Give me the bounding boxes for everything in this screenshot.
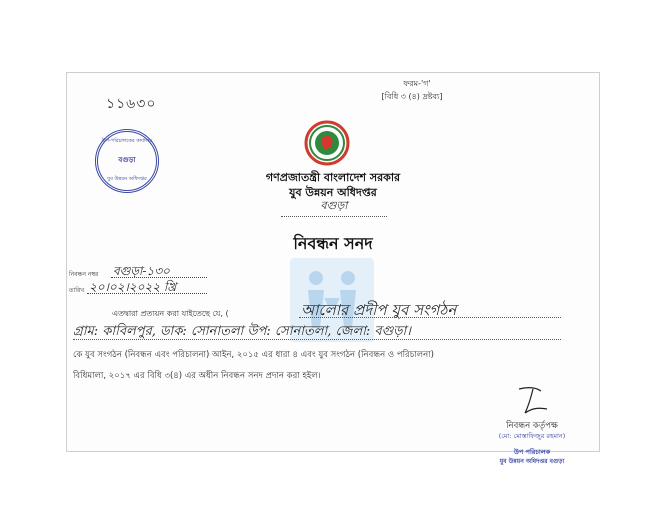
certificate-body-line-2: বিধিমালা, ২০১৭ এর বিধি ৩(৪) এর অধীন নিবন্ধন সনদ প্রদান করা হইল। xyxy=(73,371,321,381)
stamp-top-text: উপ-পরিচালকের কার্যালয় xyxy=(101,138,153,144)
certificate-title: নিবন্ধন সনদ xyxy=(293,234,373,253)
registration-date-line xyxy=(87,293,207,294)
department-name: যুব উন্নয়ন অধিদপ্তর xyxy=(289,186,377,199)
registration-number-label: নিবন্ধন নম্বর xyxy=(69,271,99,278)
certificate-body-line-1: কে যুব সংগঠন (নিবন্ধন এবং পরিচালনা) আইন, ২০১৫ এর ধারা ৪ এবং যুব সংগঠন (নিবন্ধন ও পরিচালনা) xyxy=(73,350,434,360)
certify-text: এতদ্বারা প্রত্যয়ন করা যাইতেছে যে, ( xyxy=(112,309,229,318)
organization-name: আলোর প্রদীপ যুব সংগঠন xyxy=(301,301,457,319)
organization-address: গ্রাম: কাবিলপুর, ডাক: সোনাতলা উপ: সোনাতলা, জেলা: বগুড়া। xyxy=(73,324,411,339)
officer-name: (মো: মোস্তাফিজুর রহমান) xyxy=(498,432,566,440)
organization-name-line xyxy=(299,317,561,318)
government-emblem-icon xyxy=(304,120,350,166)
form-label: ফরম-'গ' xyxy=(403,79,431,88)
signature-icon xyxy=(513,383,553,419)
stamp-center-text: বগুড়া xyxy=(118,156,136,164)
date-label: তারিখ xyxy=(69,287,85,294)
certificate xyxy=(66,72,600,465)
office-stamp xyxy=(95,129,159,193)
registration-info xyxy=(69,264,209,297)
registration-number: বগুড়া-১৩০ xyxy=(113,264,170,278)
officer-title: উপ পরিচালক xyxy=(513,448,551,456)
district-name: বগুড়া xyxy=(281,197,387,217)
registration-number-line xyxy=(111,277,207,278)
officer-office: যুব উন্নয়ন অধিদপ্তর বগুড়া xyxy=(499,458,565,465)
address-line xyxy=(73,339,561,340)
government-name: গণপ্রজাতন্ত্রী বাংলাদেশ সরকার xyxy=(265,171,401,184)
rule-reference: [বিধি ৩ (৪) দ্রষ্টব্য] xyxy=(381,92,443,101)
registration-authority: নিবন্ধন কর্তৃপক্ষ xyxy=(506,421,558,431)
stamp-bottom-text: যুব উন্নয়ন অধিদপ্তর xyxy=(107,176,147,182)
serial-number: ১১৬৩০ xyxy=(106,96,157,112)
registration-date: ২০।০২।২০২২ খ্রি xyxy=(89,280,177,294)
